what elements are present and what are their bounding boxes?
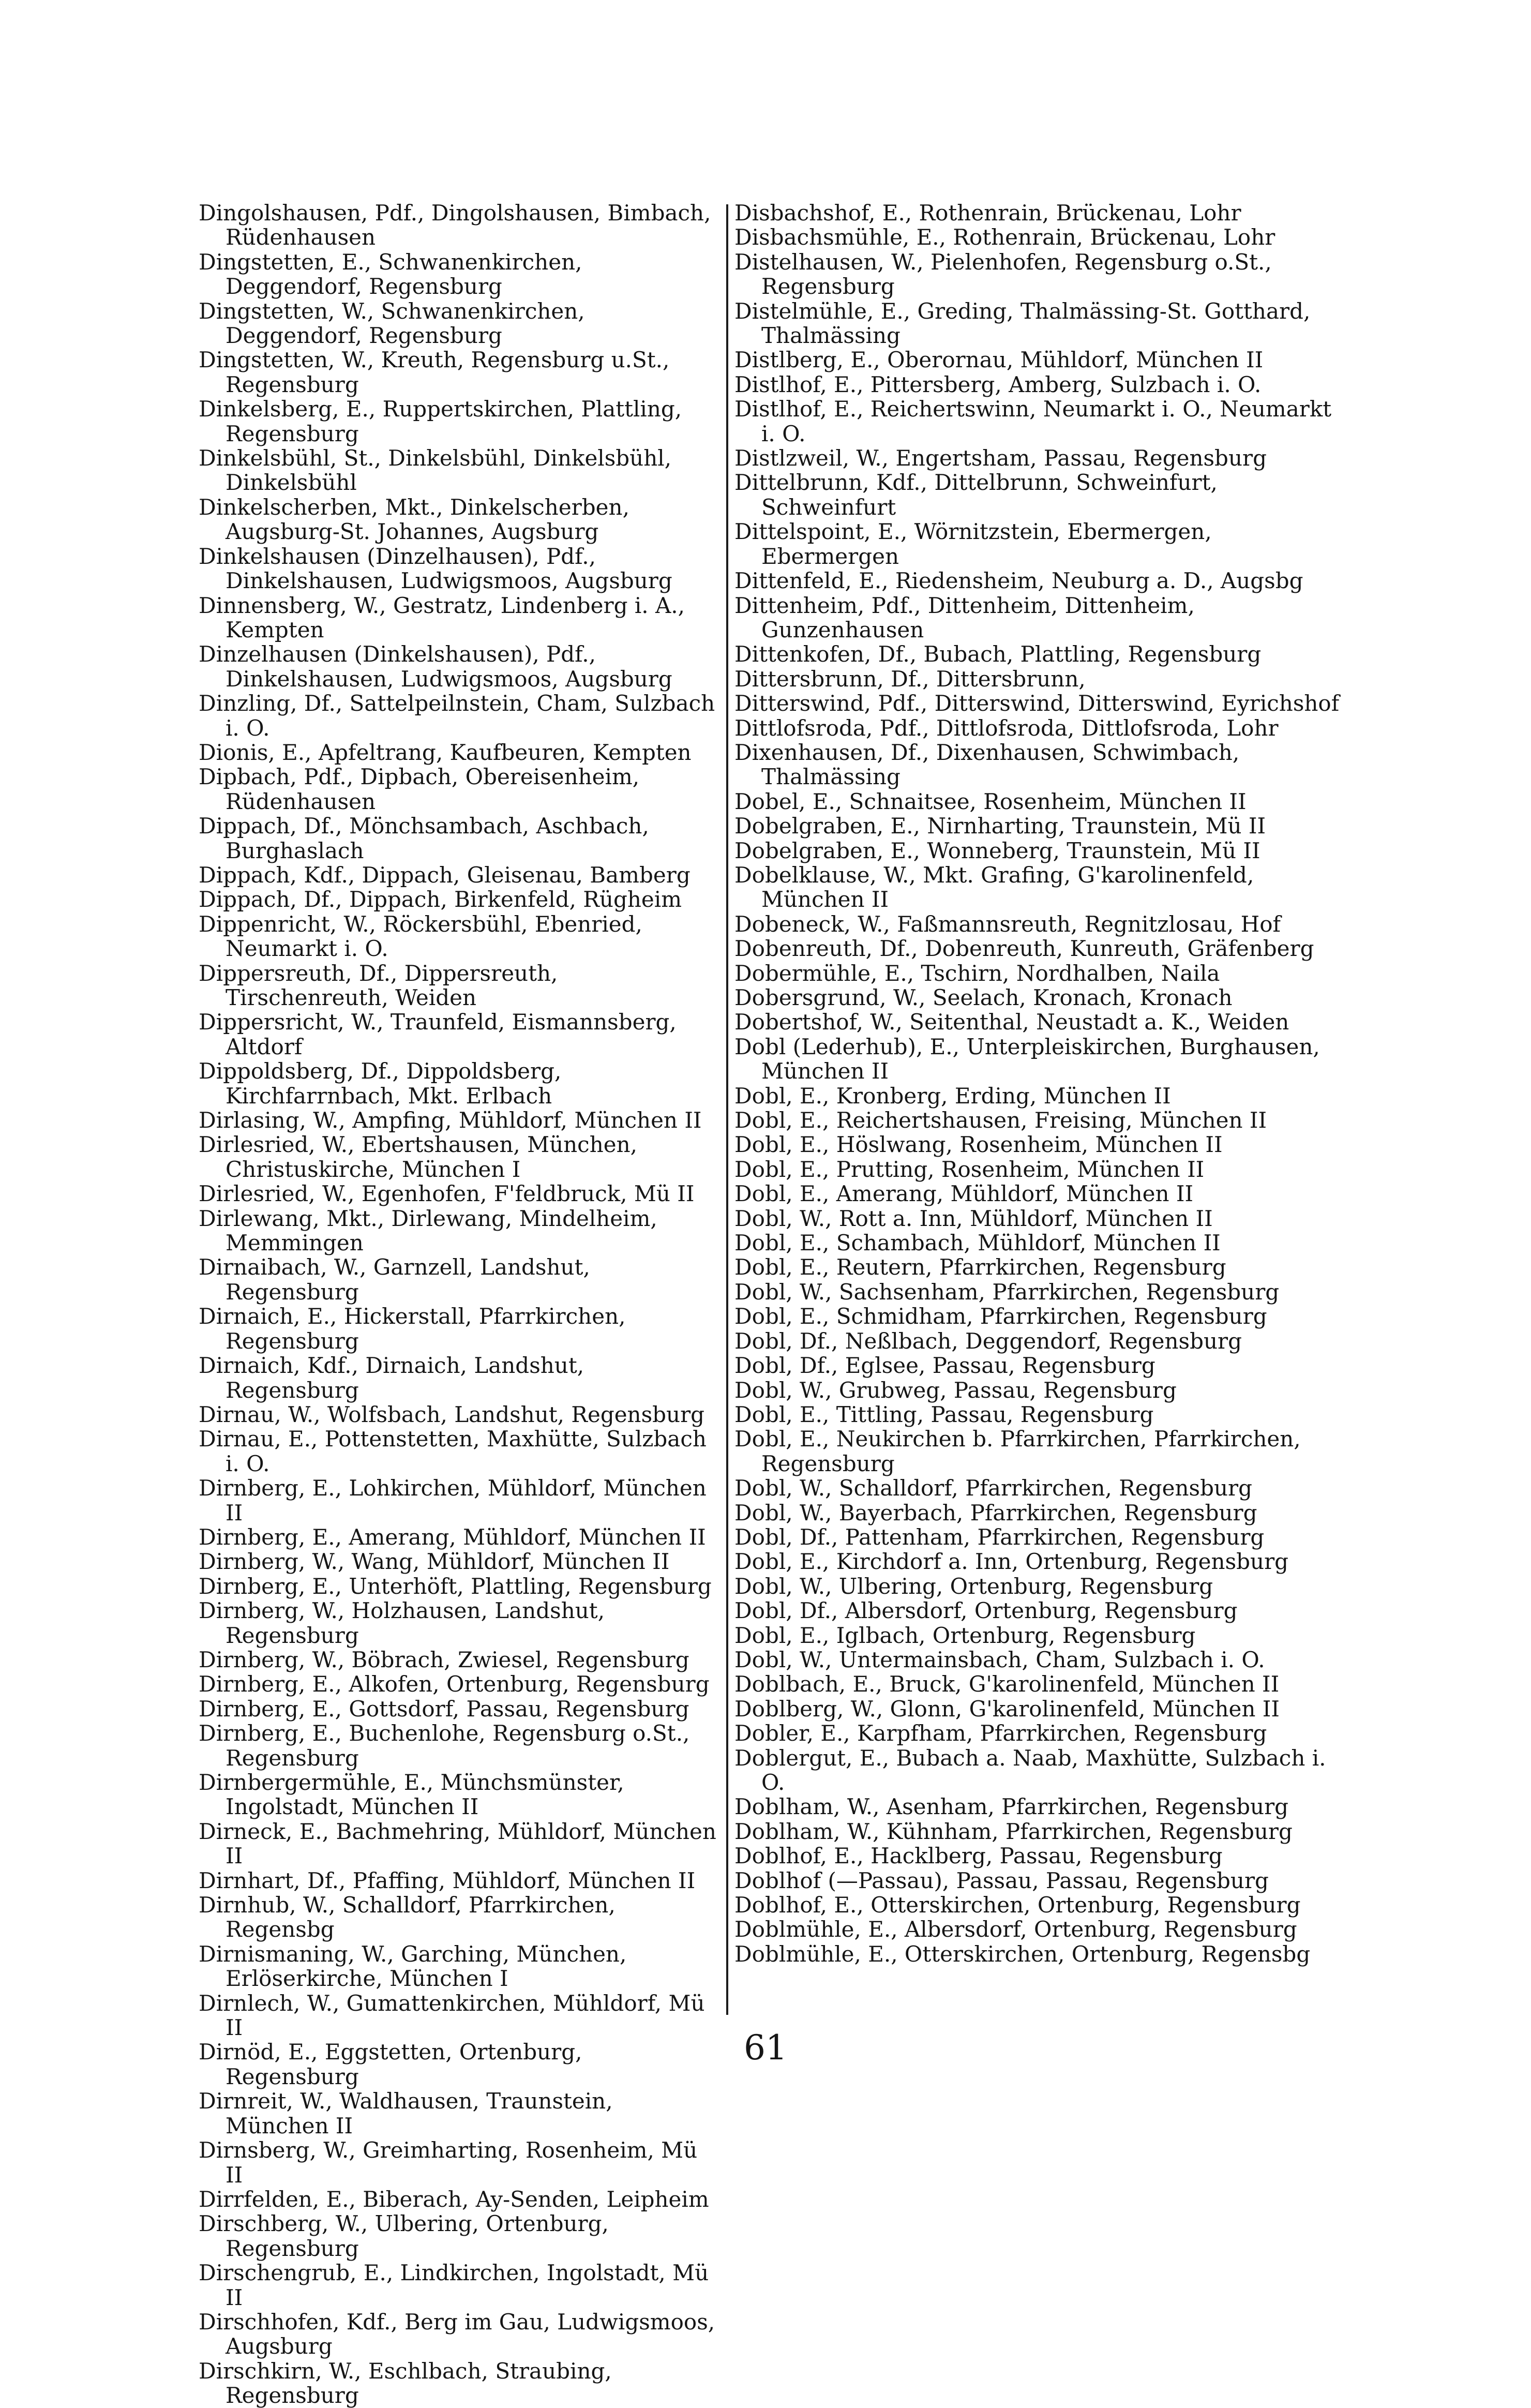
gazetteer-entry: Dinkelshausen (Dinzelhausen), Pdf., Dinkelshausen, Ludwigsmoos, Augsburg	[199, 543, 672, 594]
gazetteer-entry: Dirrfelden, E., Biberach, Ay-Senden, Leipheim	[199, 2186, 709, 2212]
gazetteer-entry: Dippenricht, W., Röckersbühl, Ebenried, Neumarkt i. O.	[199, 911, 642, 962]
gazetteer-entry: Dobl, E., Schmidham, Pfarrkirchen, Regensburg	[734, 1304, 1267, 1329]
gazetteer-entry: Dobl, W., Untermainsbach, Cham, Sulzbach i. O.	[734, 1647, 1265, 1672]
gazetteer-entry: Dobl, E., Kronberg, Erding, München II	[734, 1083, 1171, 1109]
gazetteer-entry: Dittelbrunn, Kdf., Dittelbrunn, Schweinfurt, Schweinfurt	[734, 470, 1218, 520]
gazetteer-entry: Dobl, Df., Albersdorf, Ortenburg, Regensburg	[734, 1598, 1238, 1624]
gazetteer-entry: Distlberg, E., Oberornau, Mühldorf, München II	[734, 347, 1264, 373]
gazetteer-entry: Dirnberg, E., Gottsdorf, Passau, Regensburg	[199, 1696, 689, 1722]
gazetteer-entry: Dippersreuth, Df., Dippersreuth, Tirschenreuth, Weiden	[199, 960, 558, 1010]
gazetteer-entry: Dinzling, Df., Sattelpeilnstein, Cham, Sulzbach i. O.	[199, 691, 715, 741]
gazetteer-entry: Dippach, Kdf., Dippach, Gleisenau, Bamberg	[199, 862, 691, 888]
gazetteer-entry: Dittenkofen, Df., Bubach, Plattling, Regensburg	[734, 641, 1262, 667]
gazetteer-entry: Dobelgraben, E., Nirnharting, Traunstein, Mü II	[734, 813, 1266, 839]
gazetteer-entry: Dingstetten, E., Schwanenkirchen, Deggendorf, Regensburg	[199, 249, 582, 300]
gazetteer-entry: Doblergut, E., Bubach a. Naab, Maxhütte, Sulzbach i. O.	[734, 1745, 1326, 1795]
gazetteer-entry: Ditterswind, Pdf., Ditterswind, Ditterswind, Eyrichshof	[734, 691, 1340, 716]
gazetteer-entry: Dobermühle, E., Tschirn, Nordhalben, Naila	[734, 960, 1220, 986]
gazetteer-entry: Dittenheim, Pdf., Dittenheim, Dittenheim, Gunzenhausen	[734, 592, 1195, 642]
gazetteer-entry: Dirlesried, W., Egenhofen, F'feldbruck, Mü II	[199, 1181, 695, 1207]
gazetteer-entry: Dirnlech, W., Gumattenkirchen, Mühldorf, Mü II	[199, 1990, 705, 2041]
gazetteer-entry: Dippach, Df., Dippach, Birkenfeld, Rügheim	[199, 887, 682, 913]
gazetteer-entry: Dobelklause, W., Mkt. Grafing, G'karolinenfeld, München II	[734, 862, 1254, 913]
gazetteer-entry: Dirnöd, E., Eggstetten, Ortenburg, Regensburg	[199, 2039, 582, 2089]
gazetteer-entry: Dinkelscherben, Mkt., Dinkelscherben, Augsburg-St. Johannes, Augsburg	[199, 494, 629, 545]
gazetteer-entry: Dobl, W., Bayerbach, Pfarrkirchen, Regensburg	[734, 1500, 1257, 1525]
gazetteer-entry: Dobl, W., Sachsenham, Pfarrkirchen, Regensburg	[734, 1279, 1280, 1305]
gazetteer-entry: Dingstetten, W., Kreuth, Regensburg u.St., Regensburg	[199, 347, 670, 397]
page-number: 61	[744, 2028, 787, 2068]
gazetteer-entry: Dirnismaning, W., Garching, München, Erlöserkirche, München I	[199, 1941, 627, 1992]
gazetteer-entry: Distlzweil, W., Engertsham, Passau, Regensburg	[734, 445, 1267, 471]
gazetteer-entry: Dittelspoint, E., Wörnitzstein, Ebermergen, Ebermergen	[734, 519, 1212, 569]
gazetteer-entry: Dobler, E., Karpfham, Pfarrkirchen, Regensburg	[734, 1721, 1267, 1746]
gazetteer-entry: Dinkelsbühl, St., Dinkelsbühl, Dinkelsbühl, Dinkelsbühl	[199, 445, 672, 496]
gazetteer-entry: Distlhof, E., Pittersberg, Amberg, Sulzbach i. O.	[734, 371, 1262, 397]
gazetteer-entry: Dirneck, E., Bachmehring, Mühldorf, München II	[199, 1818, 716, 1869]
gazetteer-entry: Dirschengrub, E., Lindkirchen, Ingolstadt, Mü II	[199, 2260, 709, 2310]
gazetteer-entry: Dobl, Df., Pattenham, Pfarrkirchen, Regensburg	[734, 1524, 1265, 1550]
gazetteer-entry: Doblbach, E., Bruck, G'karolinenfeld, München II	[734, 1671, 1280, 1697]
gazetteer-entry: Dinzelhausen (Dinkelshausen), Pdf., Dinkelshausen, Ludwigsmoos, Augsburg	[199, 641, 672, 692]
gazetteer-entry: Dirschhofen, Kdf., Berg im Gau, Ludwigsmoos, Augsburg	[199, 2309, 715, 2359]
gazetteer-entry: Dobl, E., Iglbach, Ortenburg, Regensburg	[734, 1622, 1196, 1648]
gazetteer-entry: Dobl, W., Schalldorf, Pfarrkirchen, Regensburg	[734, 1475, 1252, 1501]
gazetteer-entry: Dirlewang, Mkt., Dirlewang, Mindelheim, Memmingen	[199, 1205, 657, 1256]
right-column	[734, 201, 1342, 2022]
gazetteer-entry: Doblham, W., Kühnham, Pfarrkirchen, Regensburg	[734, 1818, 1293, 1844]
gazetteer-entry: Dobl, E., Prutting, Rosenheim, München II	[734, 1156, 1205, 1182]
gazetteer-entry: Dirnberg, E., Lohkirchen, Mühldorf, München II	[199, 1475, 707, 1525]
gazetteer-entry: Dirnau, E., Pottenstetten, Maxhütte, Sulzbach i. O.	[199, 1426, 707, 1476]
gazetteer-entry: Dinnensberg, W., Gestratz, Lindenberg i. A., Kempten	[199, 592, 685, 642]
gazetteer-entry: Dobl, W., Grubweg, Passau, Regensburg	[734, 1377, 1177, 1403]
gazetteer-entry: Dippoldsberg, Df., Dippoldsberg, Kirchfarrnbach, Mkt. Erlbach	[199, 1058, 562, 1109]
gazetteer-entry: Dirnau, W., Wolfsbach, Landshut, Regensburg	[199, 1401, 705, 1427]
gazetteer-entry: Dobl, E., Höslwang, Rosenheim, München II	[734, 1132, 1223, 1158]
gazetteer-entry: Dirnaich, Kdf., Dirnaich, Landshut, Regensburg	[199, 1353, 584, 1403]
gazetteer-entry: Dirschberg, W., Ulbering, Ortenburg, Regensburg	[199, 2211, 609, 2261]
gazetteer-entry: Dobl, E., Neukirchen b. Pfarrkirchen, Pfarrkirchen, Regensburg	[734, 1426, 1301, 1476]
gazetteer-entry: Dirnberg, W., Wang, Mühldorf, München II	[199, 1549, 670, 1575]
gazetteer-entry: Doblham, W., Asenham, Pfarrkirchen, Regensburg	[734, 1794, 1289, 1820]
gazetteer-entry: Dinkelsberg, E., Ruppertskirchen, Plattling, Regensburg	[199, 396, 682, 446]
gazetteer-entry: Dirnhub, W., Schalldorf, Pfarrkirchen, Regensbg	[199, 1892, 616, 1942]
gazetteer-entry: Dobl, E., Tittling, Passau, Regensburg	[734, 1401, 1154, 1427]
gazetteer-entry: Dittlofsroda, Pdf., Dittlofsroda, Dittlofsroda, Lohr	[734, 715, 1279, 741]
gazetteer-entry: Distelmühle, E., Greding, Thalmässing-St. Gotthard, Thalmässing	[734, 298, 1311, 349]
gazetteer-entry: Dobl, Df., Eglsee, Passau, Regensburg	[734, 1353, 1155, 1379]
gazetteer-entry: Dirnberg, E., Buchenlohe, Regensburg o.St., Regensburg	[199, 1721, 690, 1771]
gazetteer-entry: Dirnberg, E., Amerang, Mühldorf, München II	[199, 1524, 706, 1550]
gazetteer-entry: Dobersgrund, W., Seelach, Kronach, Kronach	[734, 985, 1233, 1010]
gazetteer-entry: Dirnhart, Df., Pfaffing, Mühldorf, München II	[199, 1867, 696, 1893]
gazetteer-entry: Doblhof, E., Otterskirchen, Ortenburg, Regensburg	[734, 1892, 1301, 1918]
gazetteer-entry: Dobertshof, W., Seitenthal, Neustadt a. K., Weiden	[734, 1009, 1289, 1035]
gazetteer-entry: Dobenreuth, Df., Dobenreuth, Kunreuth, Gräfenberg	[734, 936, 1314, 962]
gazetteer-entry: Dippersricht, W., Traunfeld, Eismannsberg, Altdorf	[199, 1009, 677, 1059]
gazetteer-entry: Dirlasing, W., Ampfing, Mühldorf, München II	[199, 1108, 702, 1133]
gazetteer-entry: Dobl, W., Ulbering, Ortenburg, Regensburg	[734, 1573, 1213, 1599]
gazetteer-entry: Dobl (Lederhub), E., Unterpleiskirchen, Burghausen, München II	[734, 1034, 1320, 1084]
gazetteer-entry: Dixenhausen, Df., Dixenhausen, Schwimbach, Thalmässing	[734, 739, 1240, 790]
gazetteer-entry: Doblberg, W., Glonn, G'karolinenfeld, München II	[734, 1696, 1280, 1722]
gazetteer-entry: Dingolshausen, Pdf., Dingolshausen, Bimbach, Rüdenhausen	[199, 200, 711, 250]
gazetteer-entry: Dirnberg, W., Holzhausen, Landshut, Regensburg	[199, 1598, 605, 1648]
gazetteer-entry: Dobl, E., Amerang, Mühldorf, München II	[734, 1181, 1194, 1207]
gazetteer-entry: Dirnsberg, W., Greimharting, Rosenheim, Mü II	[199, 2137, 698, 2188]
gazetteer-entry: Doblmühle, E., Albersdorf, Ortenburg, Regensburg	[734, 1917, 1297, 1942]
gazetteer-entry: Dirnberg, W., Böbrach, Zwiesel, Regensburg	[199, 1647, 689, 1672]
column-divider	[726, 204, 728, 2015]
gazetteer-entry: Distelhausen, W., Pielenhofen, Regensburg o.St., Regensburg	[734, 249, 1272, 300]
gazetteer-entry: Dipbach, Pdf., Dipbach, Obereisenheim, Rüdenhausen	[199, 764, 640, 814]
gazetteer-entry: Dittersbrunn, Df., Dittersbrunn,	[734, 666, 1086, 692]
gazetteer-entry: Dirnaich, E., Hickerstall, Pfarrkirchen, Regensburg	[199, 1304, 626, 1354]
gazetteer-entry: Dobelgraben, E., Wonneberg, Traunstein, Mü II	[734, 837, 1260, 863]
gazetteer-entry: Disbachsmühle, E., Rothenrain, Brückenau, Lohr	[734, 225, 1275, 250]
gazetteer-entry: Dobl, E., Reutern, Pfarrkirchen, Regensburg	[734, 1254, 1226, 1280]
gazetteer-entry: Dirnaibach, W., Garnzell, Landshut, Regensburg	[199, 1254, 590, 1305]
gazetteer-entry: Dirschkirn, W., Eschlbach, Straubing, Regensburg	[199, 2358, 612, 2408]
gazetteer-entry: Doblhof (—Passau), Passau, Passau, Regensburg	[734, 1867, 1269, 1893]
gazetteer-entry: Disbachshof, E., Rothenrain, Brückenau, Lohr	[734, 200, 1241, 226]
gazetteer-entry: Dobeneck, W., Faßmannsreuth, Regnitzlosau, Hof	[734, 911, 1281, 937]
gazetteer-entry: Dirnreit, W., Waldhausen, Traunstein, München II	[199, 2088, 613, 2138]
gazetteer-entry: Dobl, E., Reichertshausen, Freising, München II	[734, 1108, 1267, 1133]
gazetteer-entry: Dionis, E., Apfeltrang, Kaufbeuren, Kempten	[199, 739, 692, 765]
gazetteer-entry: Dingstetten, W., Schwanenkirchen, Deggendorf, Regensburg	[199, 298, 585, 349]
gazetteer-entry: Dirnbergermühle, E., Münchsmünster, Ingolstadt, München II	[199, 1770, 624, 1820]
left-column	[199, 200, 718, 2408]
gazetteer-entry: Dobl, E., Kirchdorf a. Inn, Ortenburg, Regensburg	[734, 1549, 1289, 1575]
gazetteer-entry: Doblhof, E., Hacklberg, Passau, Regensburg	[734, 1843, 1223, 1869]
gazetteer-entry: Dobl, E., Schambach, Mühldorf, München II	[734, 1230, 1221, 1256]
gazetteer-entry: Distlhof, E., Reichertswinn, Neumarkt i. O., Neumarkt i. O.	[734, 396, 1332, 446]
gazetteer-entry: Dirlesried, W., Ebertshausen, München, Christuskirche, München I	[199, 1132, 637, 1182]
gazetteer-entry: Doblmühle, E., Otterskirchen, Ortenburg, Regensbg	[734, 1941, 1311, 1967]
gazetteer-entry: Dobel, E., Schnaitsee, Rosenheim, München II	[734, 788, 1247, 814]
gazetteer-entry: Dobl, Df., Neßlbach, Deggendorf, Regensburg	[734, 1328, 1242, 1354]
gazetteer-entry: Dippach, Df., Mönchsambach, Aschbach, Burghaslach	[199, 813, 649, 863]
gazetteer-entry: Dirnberg, E., Alkofen, Ortenburg, Regensburg	[199, 1671, 710, 1697]
gazetteer-entry: Dirnberg, E., Unterhöft, Plattling, Regensburg	[199, 1573, 712, 1599]
gazetteer-entry: Dobl, W., Rott a. Inn, Mühldorf, München II	[734, 1205, 1213, 1231]
gazetteer-entry: Dittenfeld, E., Riedensheim, Neuburg a. D., Augsbg	[734, 568, 1303, 594]
